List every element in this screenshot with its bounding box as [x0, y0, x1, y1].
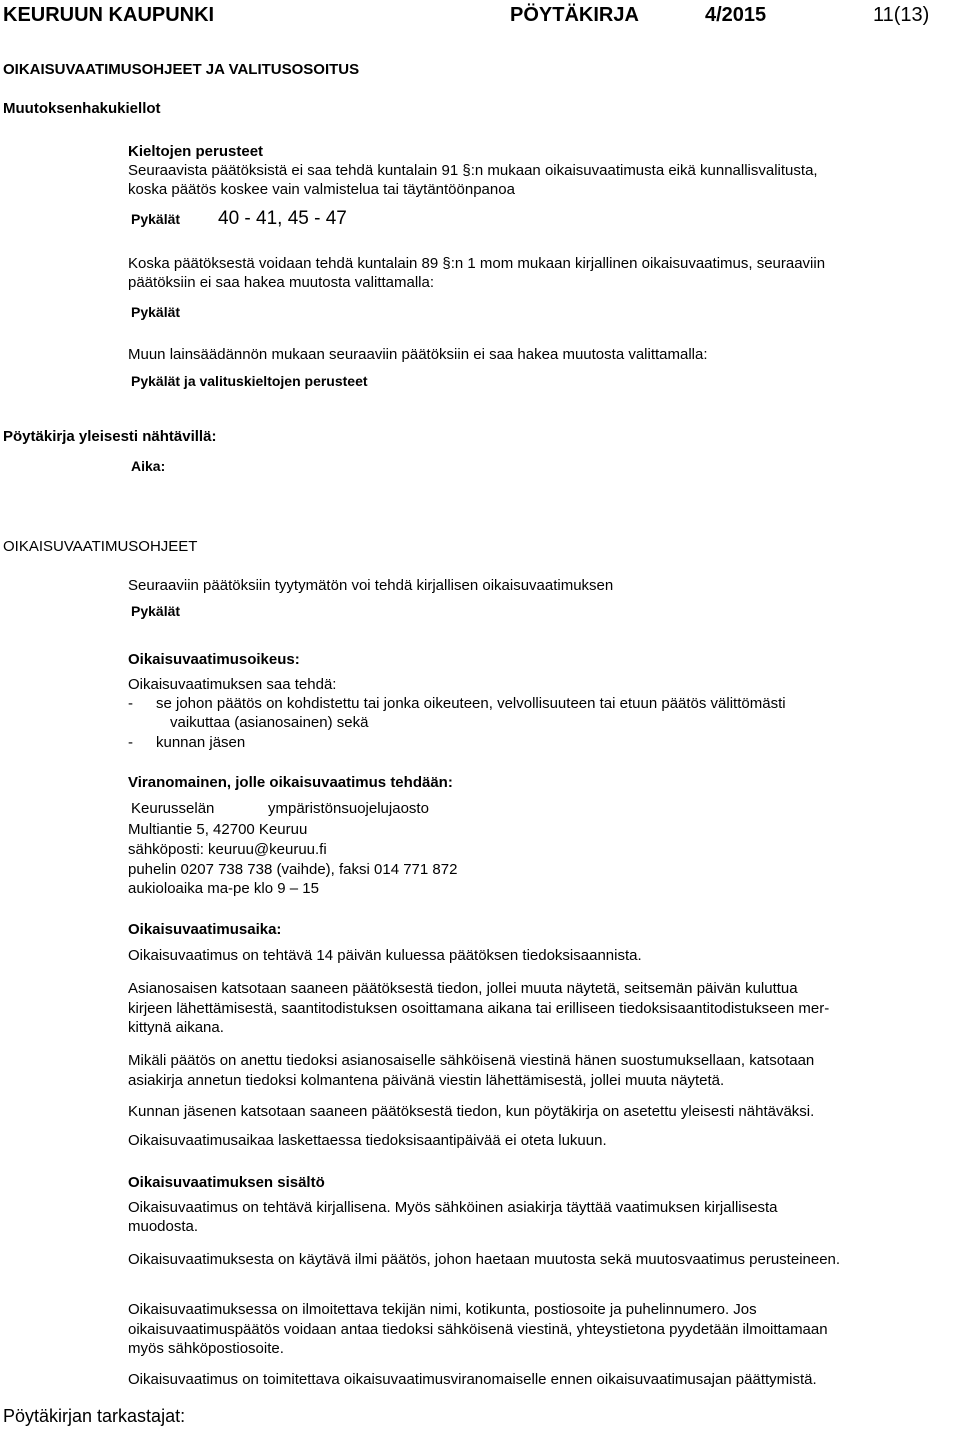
sisalto-p4: Oikaisuvaatimus on toimitettava oikaisuvaatimusviranomaiselle ennen oikaisuvaatimusajan päättymistä.: [128, 1371, 817, 1388]
aika-p3-line1: Mikäli päätös on anettu tiedoksi asianosaiselle sähköisenä viestinä hänen suostumuksellaan, katsotaan: [128, 1052, 815, 1069]
list-dash-1: -: [128, 695, 133, 712]
muun-label: Pykälät ja valituskieltojen perusteet: [131, 373, 368, 389]
kieltojen-line1: Seuraavista päätöksistä ei saa tehdä kuntalain 91 §:n mukaan oikaisuvaatimusta eikä kunnallisvalitusta,: [128, 162, 818, 179]
viranomainen-hours: aukioloaika ma-pe klo 9 – 15: [128, 880, 319, 897]
aika-heading: Oikaisuvaatimusaika:: [128, 921, 282, 938]
aika-p5: Oikaisuvaatimusaikaa laskettaessa tiedoksisaantipäivää ei oteta lukuun.: [128, 1132, 607, 1149]
aika-p2-line1: Asianosaisen katsotaan saaneen päätöksestä tiedon, jollei muuta näytetä, seitsemän päivän kuluttua: [128, 980, 798, 997]
viranomainen-address: Multiantie 5, 42700 Keuruu: [128, 821, 308, 838]
sisalto-p3-line2: oikaisuvaatimuspäätös voidaan antaa tiedoksi sähköisenä viestinä, yhteystietona pyydetään ilmoittamaan: [128, 1321, 828, 1338]
org-name: KEURUUN KAUPUNKI: [3, 4, 215, 26]
oikeus-item2: kunnan jäsen: [156, 734, 246, 751]
pykalat-label-3: Pykälät: [131, 603, 181, 619]
aika-p1: Oikaisuvaatimus on tehtävä 14 päivän kuluessa päätöksen tiedoksisaannista.: [128, 947, 642, 964]
aika-p2-line2: kirjeen lähettämisestä, saantitodistuksen osoittamana aikana tai erilliseen tiedoksisaantitodistukseen mer-: [128, 1000, 830, 1017]
sisalto-heading: Oikaisuvaatimuksen sisältö: [128, 1174, 325, 1191]
ohjeet-heading: OIKAISUVAATIMUSOHJEET: [3, 538, 198, 555]
aika-p3-line2: asiakirja annetun tiedoksi kolmantena päivänä viestin lähettämisestä, jollei muuta näytetä.: [128, 1072, 725, 1089]
oikeus-item1-line2: vaikuttaa (asianosainen) sekä: [170, 714, 369, 731]
kieltojen-line2: koska päätös koskee vain valmistelua tai täytäntöönpanoa: [128, 181, 515, 198]
doc-number: 4/2015: [705, 4, 767, 26]
oikeus-intro: Oikaisuvaatimuksen saa tehdä:: [128, 676, 337, 693]
koska-line1: Koska päätöksestä voidaan tehdä kuntalain 89 §:n 1 mom mukaan kirjallinen oikaisuvaatimus, seuraaviin: [128, 255, 826, 272]
sisalto-p2: Oikaisuvaatimuksesta on käytävä ilmi päätös, johon haetaan muutosta sekä muutosvaatimus perusteineen.: [128, 1251, 841, 1268]
list-dash-2: -: [128, 734, 133, 751]
sisalto-p1-line1: Oikaisuvaatimus on tehtävä kirjallisena. Myös sähköinen asiakirja täyttää vaatimuksen kirjallisesta: [128, 1199, 778, 1216]
aika-p4: Kunnan jäsenen katsotaan saaneen päätöksestä tiedon, kun pöytäkirja on asetettu yleisesti nähtäväksi.: [128, 1103, 815, 1120]
aika-p2-line3: kittynä aikana.: [128, 1019, 224, 1036]
aika-label: Aika:: [131, 458, 166, 474]
viranomainen-heading: Viranomainen, jolle oikaisuvaatimus tehdään:: [128, 774, 453, 791]
oikeus-item1-line1: se johon päätös on kohdistettu tai jonka oikeuteen, velvollisuuteen tai etuun päätös välittömästi: [156, 695, 786, 712]
doc-type: PÖYTÄKIRJA: [510, 4, 639, 26]
tarkastajat-label: Pöytäkirjan tarkastajat:: [3, 1406, 186, 1426]
section-subtitle: Muutoksenhakukiellot: [3, 100, 161, 117]
sisalto-p3-line1: Oikaisuvaatimuksessa on ilmoitettava tekijän nimi, kotikunta, postiosoite ja puhelinnumero. Jos: [128, 1301, 757, 1318]
sisalto-p3-line3: myös sähköpostiosoite.: [128, 1340, 284, 1357]
koska-line2: päätöksiin ei saa hakea muutosta valittamalla:: [128, 274, 435, 291]
viranomainen-name-part2: ympäristönsuojelujaosto: [268, 800, 429, 817]
viranomainen-name-part1: Keurusselän: [131, 800, 215, 817]
pykalat-label-2: Pykälät: [131, 304, 181, 320]
page-title: OIKAISUVAATIMUSOHJEET JA VALITUSOSOITUS: [3, 61, 360, 78]
sisalto-p1-line2: muodosta.: [128, 1218, 199, 1235]
pykalat-value-1: 40 - 41, 45 - 47: [218, 208, 347, 229]
viranomainen-phone: puhelin 0207 738 738 (vaihde), faksi 014 771 872: [128, 861, 458, 878]
kieltojen-heading: Kieltojen perusteet: [128, 143, 264, 160]
muun-line1: Muun lainsäädännön mukaan seuraaviin päätöksiin ei saa hakea muutosta valittamalla:: [128, 346, 708, 363]
nahtavilla-label: Pöytäkirja yleisesti nähtävillä:: [3, 428, 217, 445]
oikeus-heading: Oikaisuvaatimusoikeus:: [128, 651, 300, 668]
page-number: 11(13): [873, 4, 930, 26]
viranomainen-email: sähköposti: keuruu@keuruu.fi: [128, 841, 327, 858]
ohjeet-line1: Seuraaviin päätöksiin tyytymätön voi tehdä kirjallisen oikaisuvaatimuksen: [128, 577, 614, 594]
pykalat-label-1: Pykälät: [131, 211, 181, 227]
